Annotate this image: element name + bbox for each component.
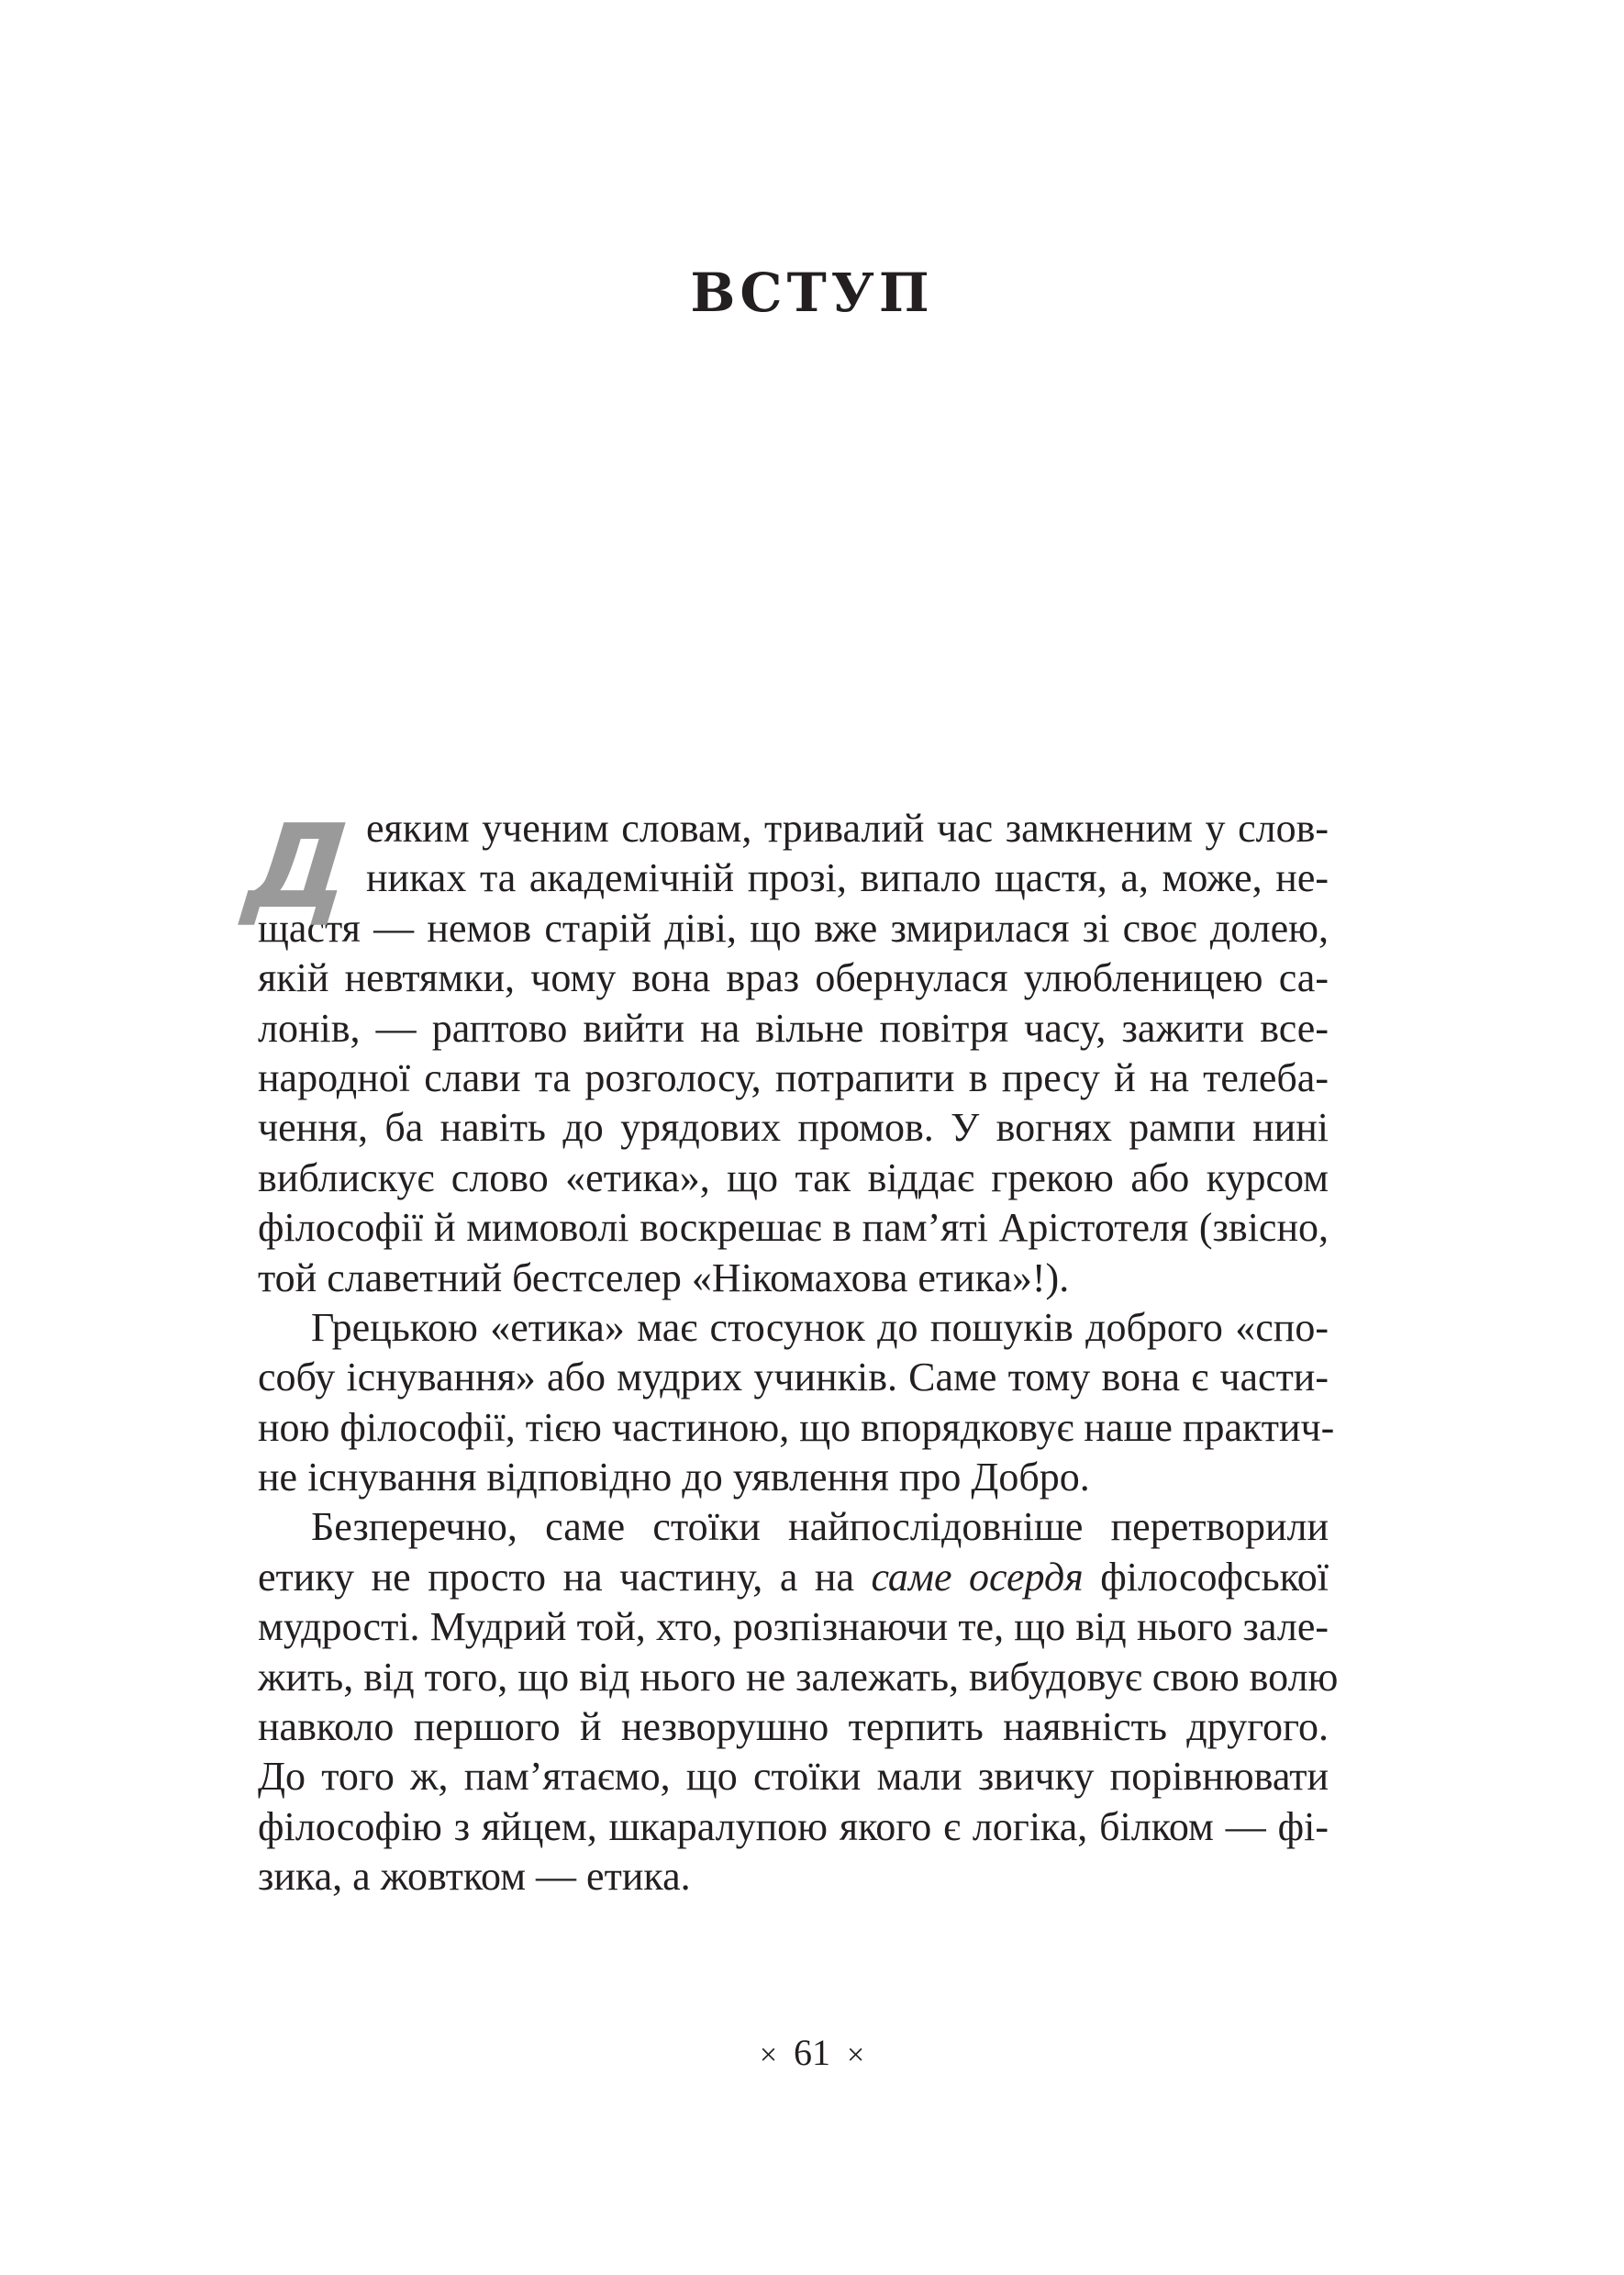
text-segment: філософської — [1083, 1554, 1329, 1600]
text-line: собу існування» або мудрих учинків. Саме тому вона є части- — [258, 1355, 1329, 1400]
text-line: філософію з яйцем, шкаралупою якого є логіка, білком — фі- — [258, 1803, 1329, 1849]
paragraph-1 — [258, 804, 1329, 1303]
body-text — [239, 799, 1339, 1902]
text-line: якій невтямки, чому вона враз обернулася улюбленицею са- — [258, 955, 1329, 1001]
emphasis-text: саме осердя — [871, 1554, 1084, 1600]
text-line: Грецькою «етика» має стосунок до пошуків доброго «спо- — [311, 1304, 1329, 1350]
text-line: щастя — немов старій діві, що вже змирилася зі своє долею, — [258, 905, 1329, 951]
drop-cap: Д — [239, 799, 357, 934]
text-line: лонів, — раптово вийти на вільне повітря часу, зажити все- — [258, 1005, 1329, 1051]
text-line: не існування відповідно до уявлення про Добро. — [258, 1455, 1090, 1500]
text-line: ною філософії, тією частиною, що впорядковує наше практич- — [258, 1404, 1335, 1450]
page-number-left-mark: × — [759, 2038, 777, 2072]
text-line — [258, 1553, 1329, 1602]
text-line: никах та академічній прозі, випало щастя, а, може, не- — [366, 855, 1329, 901]
paragraph-3 — [258, 1502, 1339, 1901]
text-line: філософії й мимоволі воскрешає в пам’яті Арістотеля (звісно, — [258, 1205, 1329, 1251]
text-line: мудрості. Мудрий той, хто, розпізнаючи те, що від нього зале- — [258, 1604, 1329, 1650]
text-segment: етику не просто на частину, а на — [258, 1554, 872, 1600]
text-line: еяким ученим словам, тривалий час замкненим у слов- — [366, 806, 1329, 851]
text-line: чення, ба навіть до урядових промов. У вогнях рампи нині — [258, 1105, 1329, 1151]
page-number-value: 61 — [794, 2032, 830, 2073]
page-number-right-mark: × — [847, 2038, 865, 2072]
text-line: зика, а жовтком — етика. — [258, 1854, 691, 1900]
page-title: ВСТУП — [690, 262, 934, 324]
text-line: жить, від того, що від нього не залежать, вибудовує свою волю — [258, 1654, 1339, 1700]
page-number — [0, 2031, 1624, 2074]
paragraph-2 — [258, 1303, 1335, 1503]
text-line: Безперечно, саме стоїки найпослідовніше перетворили — [311, 1504, 1329, 1550]
text-line: народної слави та розголосу, потрапити в пресу й на телеба- — [258, 1054, 1329, 1100]
text-line: той славетний бестселер «Нікомахова етика»!). — [258, 1255, 1070, 1300]
text-line: виблискує слово «етика», що так віддає грекою або курсом — [258, 1154, 1329, 1200]
text-line: До того ж, пам’ятаємо, що стоїки мали звичку порівнювати — [258, 1754, 1329, 1800]
text-line: навколо першого й незворушно терпить наявність другого. — [258, 1704, 1329, 1750]
